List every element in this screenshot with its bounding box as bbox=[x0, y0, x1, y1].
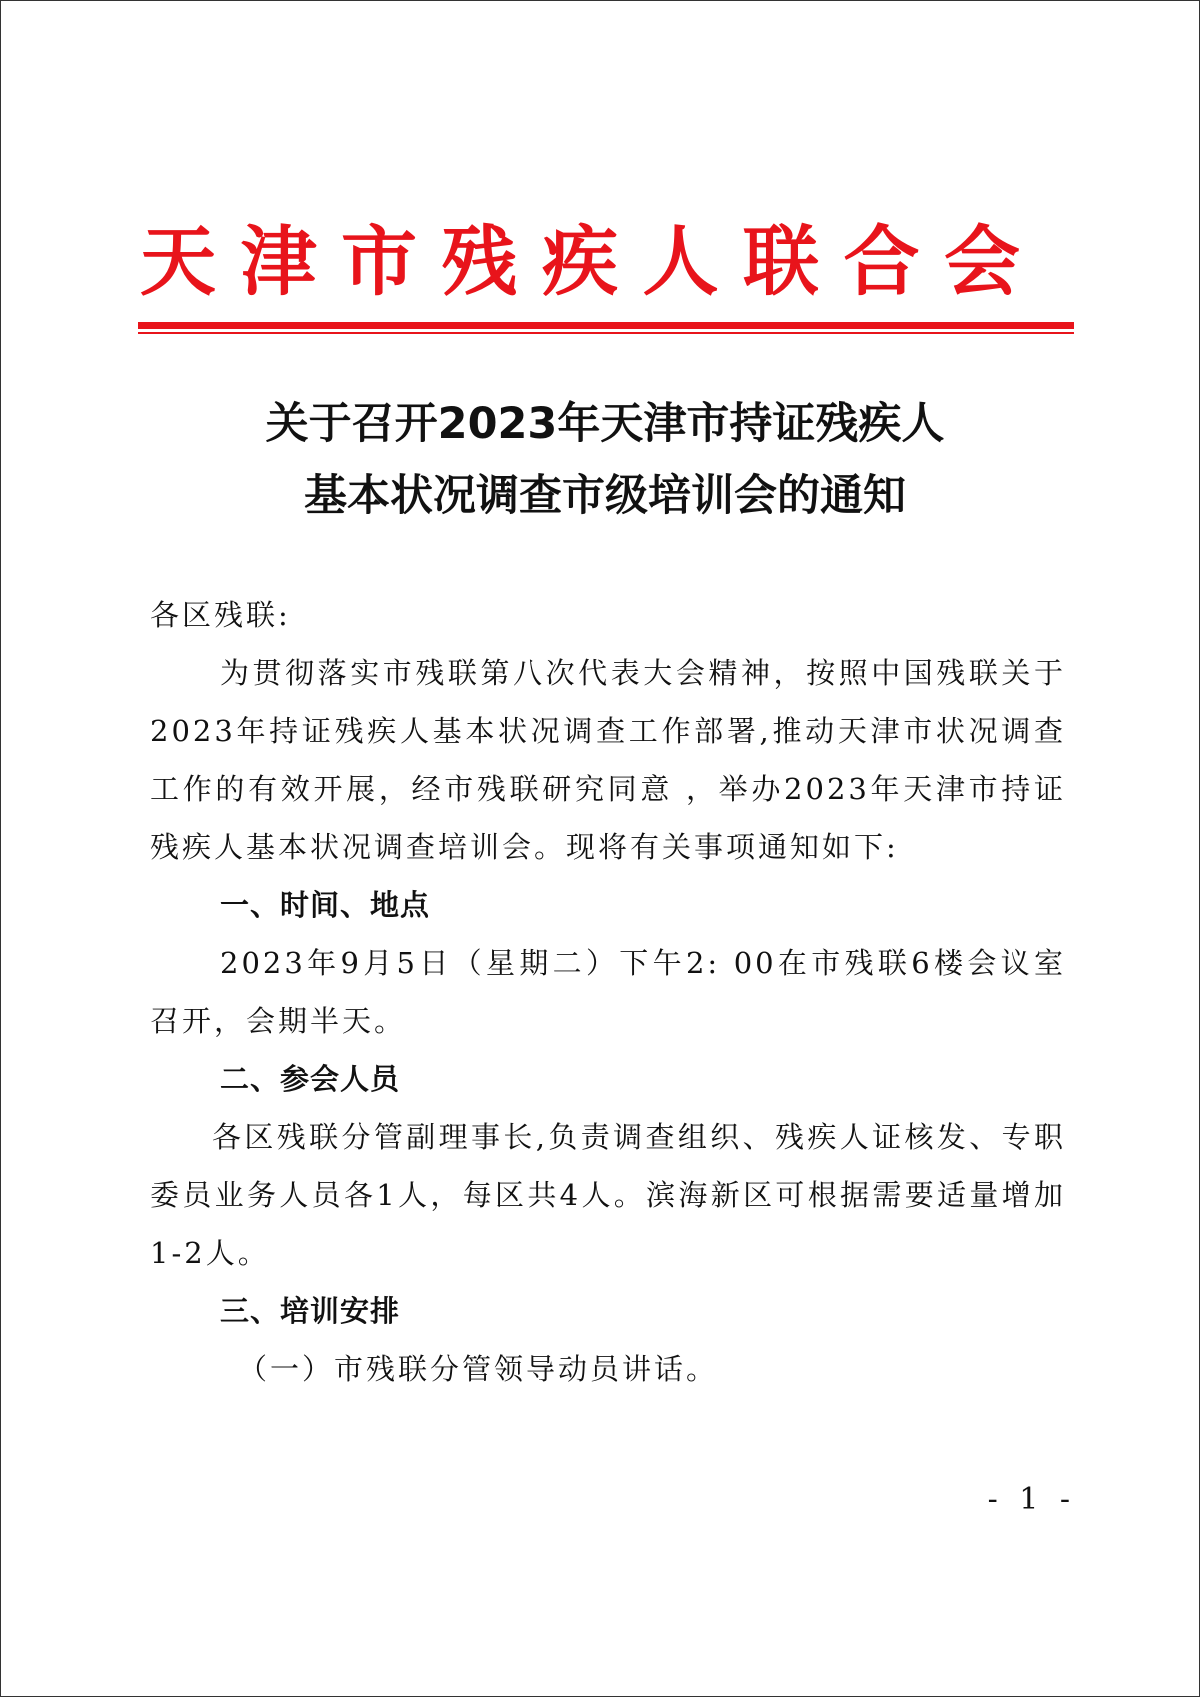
salutation: 各区残联: bbox=[150, 598, 291, 632]
section-1-heading: 一、时间、地点 bbox=[220, 888, 431, 922]
masthead-org-name bbox=[140, 212, 1020, 312]
title-line-1: 关于召开2023年天津市持证残疾人 bbox=[265, 399, 945, 449]
masthead-char: 会 bbox=[944, 217, 1020, 306]
masthead-char: 市 bbox=[341, 217, 417, 306]
masthead-rule-thin bbox=[138, 332, 1074, 334]
masthead-char: 合 bbox=[843, 217, 920, 306]
masthead-char: 联 bbox=[743, 217, 819, 306]
masthead-char: 疾 bbox=[542, 217, 618, 306]
page-number: - 1 - bbox=[987, 1482, 1076, 1517]
section-3-heading: 三、培训安排 bbox=[220, 1294, 401, 1328]
section-1-paragraph: 2023年9月5日（星期二）下午2: 00在市残联6楼会议室召开，会期半天。 bbox=[150, 946, 1066, 1038]
masthead-char: 津 bbox=[240, 217, 317, 306]
section-2-heading: 二、参会人员 bbox=[220, 1062, 401, 1096]
masthead-char: 人 bbox=[642, 217, 719, 306]
title-line-2: 基本状况调查市级培训会的通知 bbox=[304, 471, 906, 521]
masthead-char: 天 bbox=[140, 217, 216, 306]
intro-paragraph: 为贯彻落实市残联第八次代表大会精神，按照中国残联关于2023年持证残疾人基本状况调查工作部署,推动天津市状况调查工作的有效开展，经市残联研究同意 ，举办2023年天津市持证残疾人基本状况调查培训会。现将有关事项通知如下: bbox=[150, 656, 1066, 864]
document-body bbox=[150, 586, 1066, 1398]
section-2-paragraph: 各区残联分管副理事长,负责调查组织、残疾人证核发、专职委员业务人员各1人，每区共4人。滨海新区可根据需要适量增加1-2人。 bbox=[150, 1120, 1066, 1270]
section-3-item-1: （一）市残联分管领导动员讲话。 bbox=[238, 1352, 719, 1386]
document-title bbox=[140, 388, 1070, 532]
masthead-rule-thick bbox=[138, 322, 1074, 329]
masthead-char: 残 bbox=[441, 217, 518, 306]
